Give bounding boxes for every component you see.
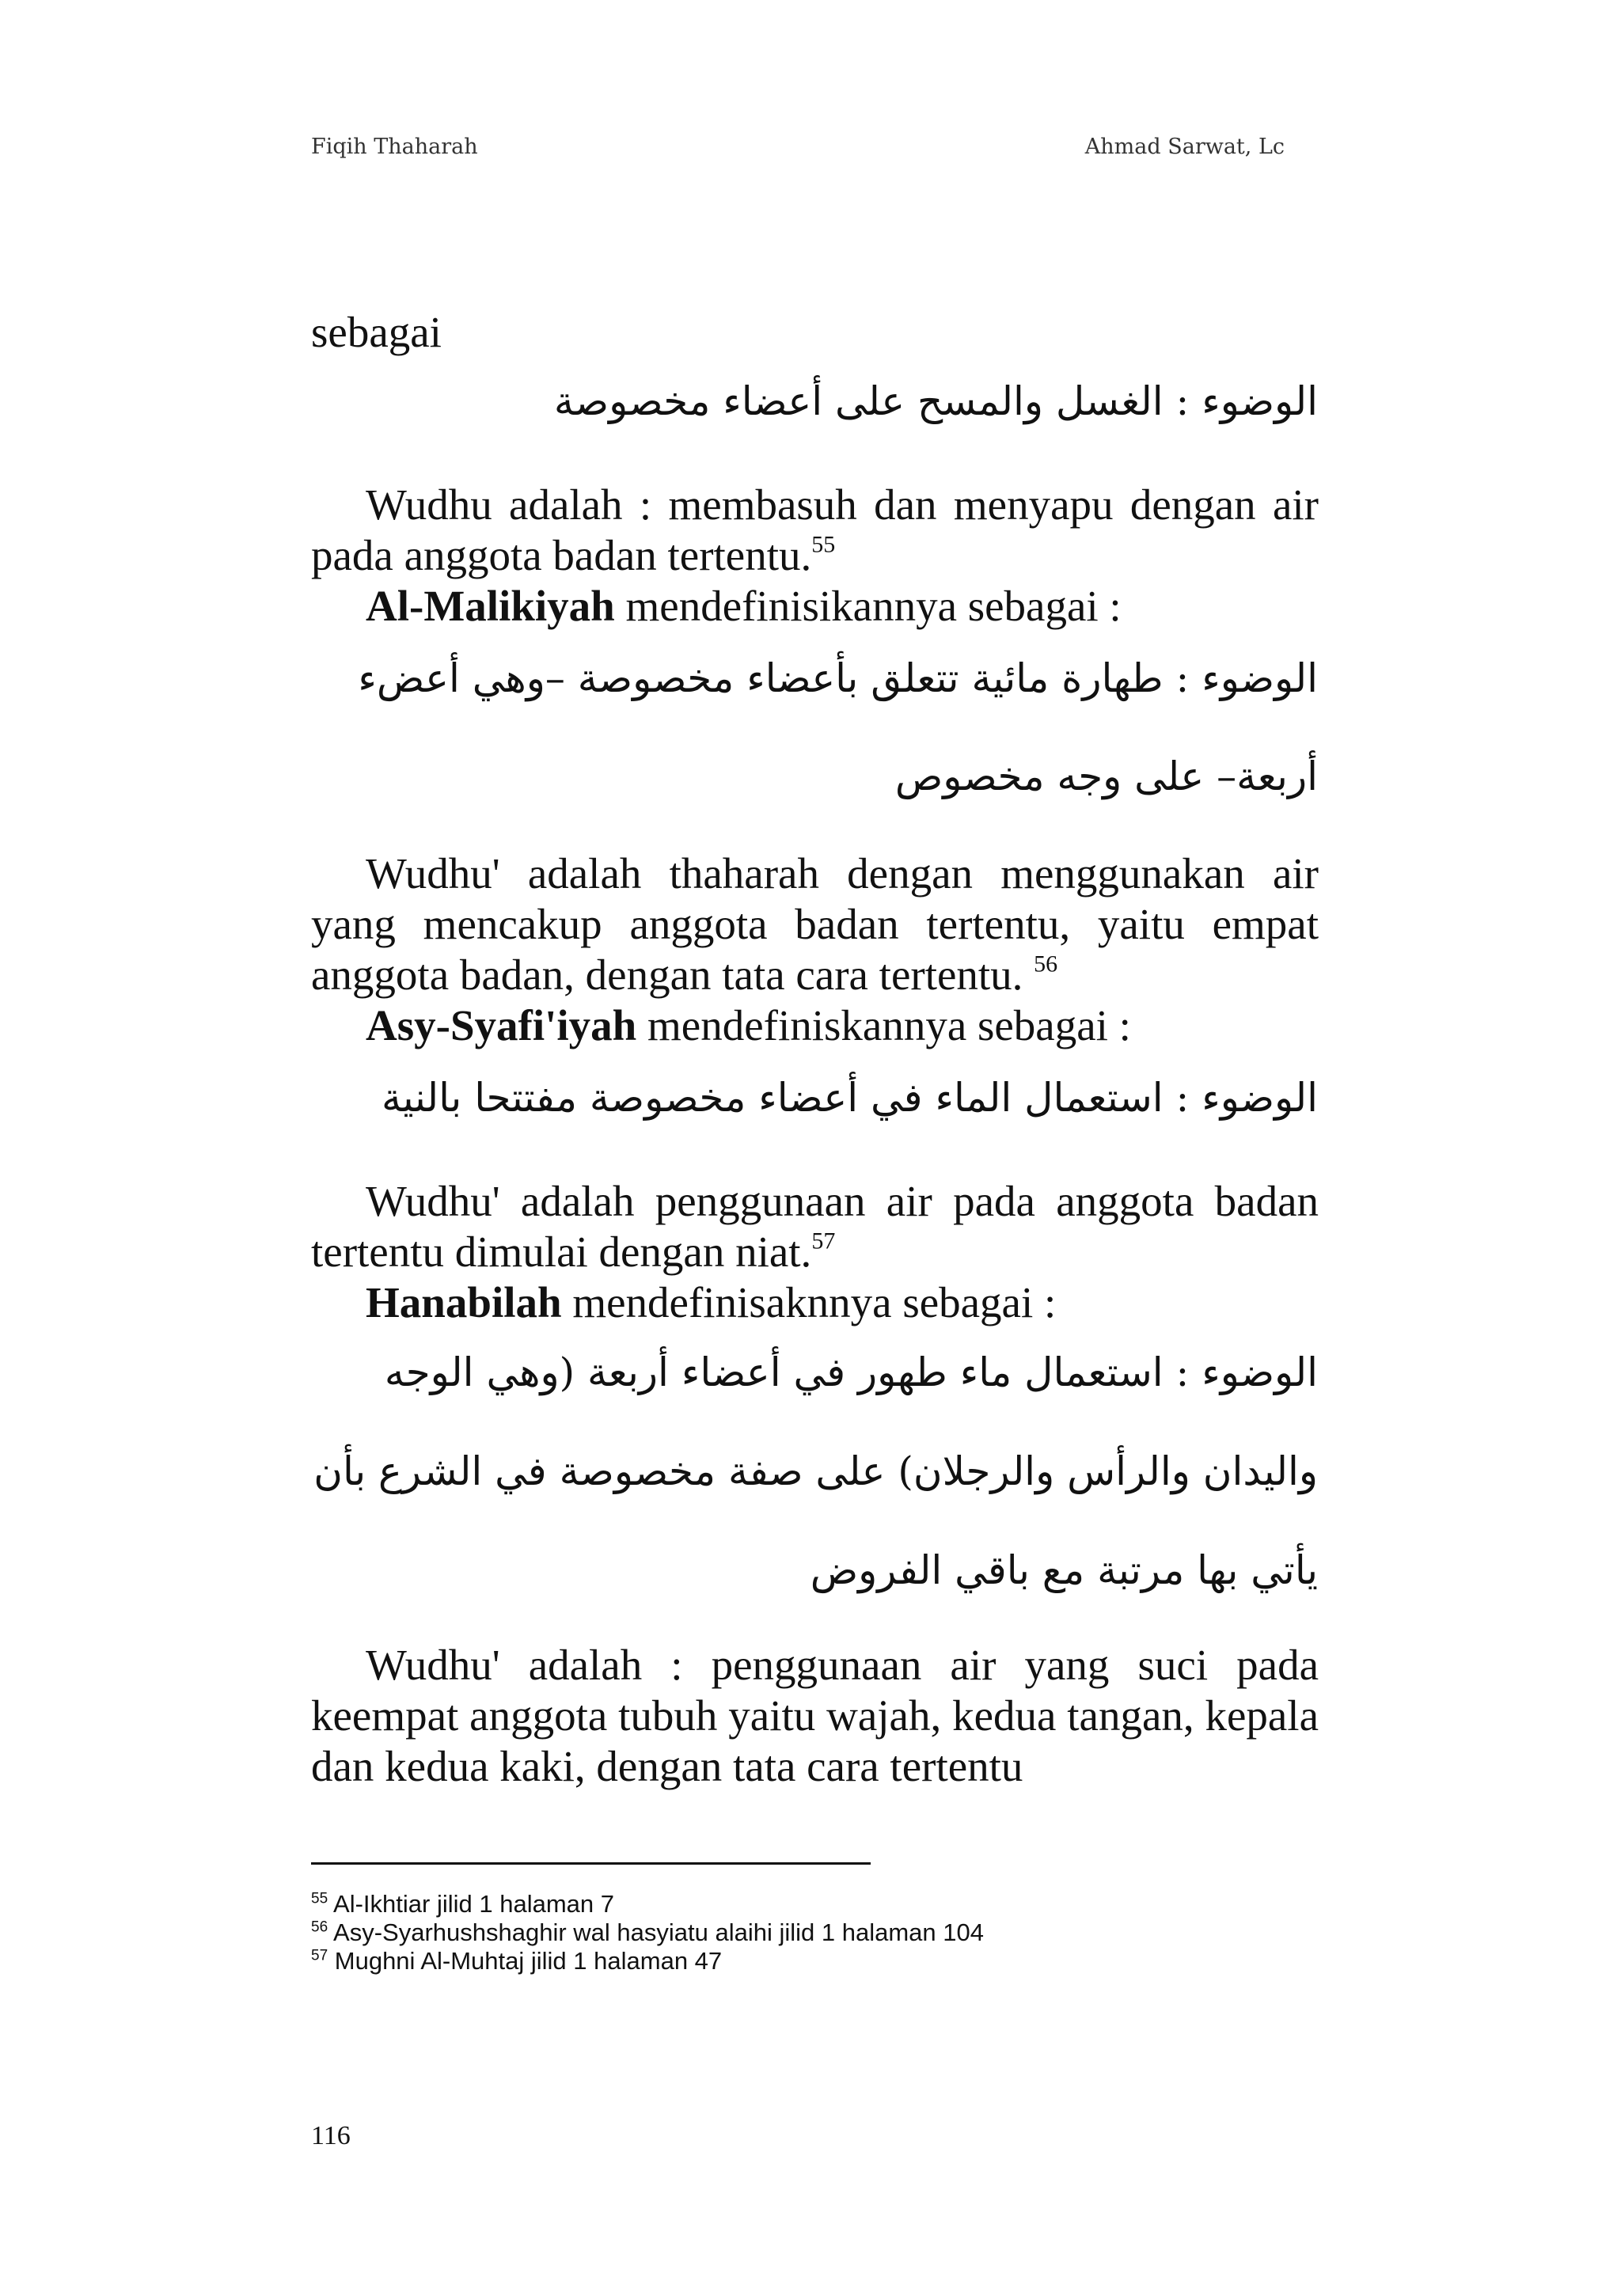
footnote-number: 55: [311, 1890, 328, 1907]
paragraph-intro: [311, 307, 1319, 358]
hanabilah-heading: [311, 1277, 1319, 1328]
arabic-definition-4-line-2: واليدان والرأس والرجلان) على صفة مخصوصة في الشرع بأن: [313, 1448, 1318, 1494]
footnotes: [311, 1890, 984, 1975]
footnote-55: [311, 1890, 984, 1918]
translation-3: [311, 1176, 1319, 1277]
hanabilah-label: Hanabilah: [366, 1278, 562, 1326]
author-name: Ahmad Sarwat, Lc: [1084, 135, 1285, 159]
translation-4: Wudhu' adalah : penggunaan air yang suci pada keempat anggota tubuh yaitu wajah, kedua tangan, kepala dan kedua kaki, dengan tata cara tertentu: [311, 1641, 1319, 1790]
malikiyah-rest: mendefinisikannya sebagai :: [614, 582, 1122, 630]
footnote-number: 56: [311, 1918, 328, 1936]
footnote-text: Mughni Al-Muhtaj jilid 1 halaman 47: [334, 1947, 723, 1975]
arabic-definition-4-line-3: يأتي بها مرتبة مع باقي الفروض: [810, 1547, 1318, 1593]
translation-1-text: Wudhu adalah : membasuh dan menyapu dengan air pada anggota badan tertentu.: [311, 480, 1319, 579]
running-header: [311, 135, 1285, 166]
translation-2: [311, 848, 1319, 1000]
syafiiyah-rest: mendefiniskannya sebagai :: [636, 1001, 1131, 1049]
intro-text: sebagai: [311, 308, 442, 356]
arabic-definition-3: الوضوء : استعمال الماء في أعضاء مخصوصة مفتتحا بالنية: [381, 1075, 1318, 1121]
footnote-number: 57: [311, 1947, 328, 1964]
arabic-definition-1: الوضوء : الغسل والمسح على أعضاء مخصوصة: [553, 378, 1318, 424]
paragraph-definition-4: [311, 1640, 1319, 1792]
paragraph-definition-2: [311, 848, 1319, 1051]
footnote-56: [311, 1918, 984, 1947]
paragraph-definition-3: [311, 1176, 1319, 1328]
book-title: Fiqih Thaharah: [311, 135, 478, 159]
hanabilah-rest: mendefinisaknnya sebagai :: [561, 1278, 1057, 1326]
footnote-ref-55: 55: [811, 531, 836, 558]
translation-2-text: Wudhu' adalah thaharah dengan menggunakan air yang mencakup anggota badan tertentu, yaitu empat anggota badan, dengan tata cara tertentu.: [311, 849, 1319, 999]
syafiiyah-heading: [311, 1000, 1319, 1051]
arabic-definition-2-line-1: الوضوء : طهارة مائية تتعلق بأعضاء مخصوصة –وهي أعضء: [358, 655, 1318, 701]
malikiyah-label: Al-Malikiyah: [366, 582, 615, 630]
footnote-text: Asy-Syarhushshaghir wal hasyiatu alaihi jilid 1 halaman 104: [333, 1918, 985, 1946]
malikiyah-heading: [311, 581, 1319, 632]
footnote-divider: [311, 1862, 871, 1865]
translation-3-text: Wudhu' adalah penggunaan air pada anggota badan tertentu dimulai dengan niat.: [311, 1177, 1319, 1276]
page-number: 116: [311, 2121, 351, 2150]
footnote-ref-57: 57: [811, 1228, 836, 1254]
syafiiyah-label: Asy-Syafi'iyah: [366, 1001, 637, 1049]
arabic-definition-4-line-1: الوضوء : استعمال ماء طهور في أعضاء أربعة (وهي الوجه: [384, 1349, 1318, 1395]
footnote-ref-56: 56: [1034, 951, 1058, 977]
footnote-57: [311, 1947, 984, 1975]
translation-1: [311, 480, 1319, 581]
paragraph-definition-1: [311, 480, 1319, 632]
arabic-definition-2-line-2: أربعة– على وجه مخصوص: [894, 753, 1318, 799]
footnote-text: Al-Ikhtiar jilid 1 halaman 7: [333, 1890, 614, 1918]
